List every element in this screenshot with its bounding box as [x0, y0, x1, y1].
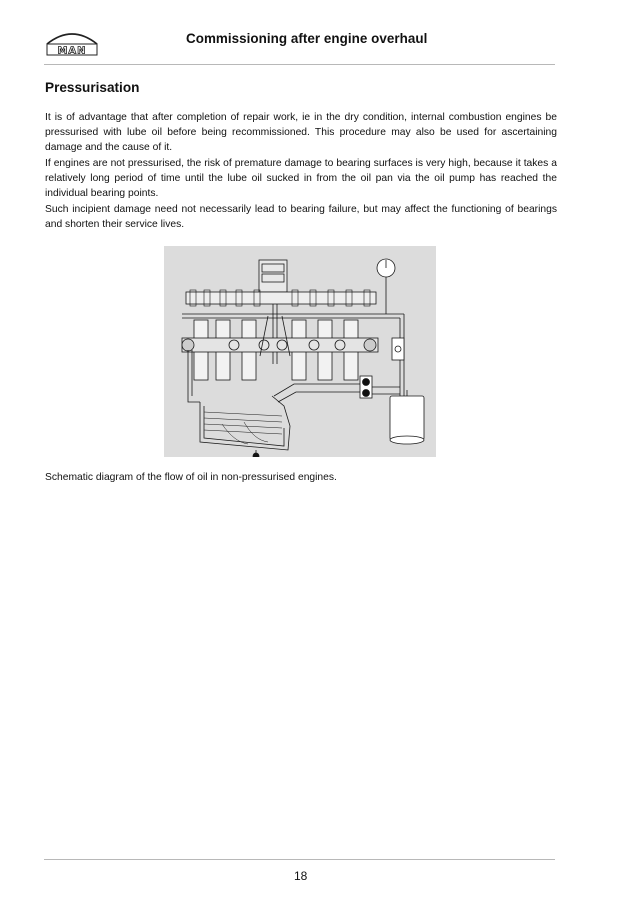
svg-text:MAN: MAN [57, 45, 87, 56]
header-title: Commissioning after engine overhaul [186, 31, 428, 46]
section-title: Pressurisation [45, 80, 140, 95]
figure-caption: Schematic diagram of the flow of oil in non-pressurised engines. [45, 472, 337, 483]
footer-divider [44, 859, 555, 860]
paragraph-3: Such incipient damage need not necessarily lead to bearing failure, but may affect the functioning of bearings and shorten their service lives. [45, 204, 557, 230]
header-divider [44, 64, 555, 65]
oil-flow-diagram [164, 246, 436, 457]
man-logo [44, 26, 100, 56]
paragraph-1: It is of advantage that after completion of repair work, ie in the dry condition, internal combustion engines be pressurised with lube oil before being recommissioned. This procedure may also be used for ascertaining damage and the cause of it. [45, 112, 557, 153]
paragraph-2: If engines are not pressurised, the risk of premature damage to bearing surfaces is very high, because it takes a relatively long period of time until the lube oil sucked in from the oil pan via the oil pump has reached the individual bearing points. [45, 158, 557, 199]
engine-schematic [164, 246, 436, 457]
page-number: 18 [294, 869, 308, 883]
